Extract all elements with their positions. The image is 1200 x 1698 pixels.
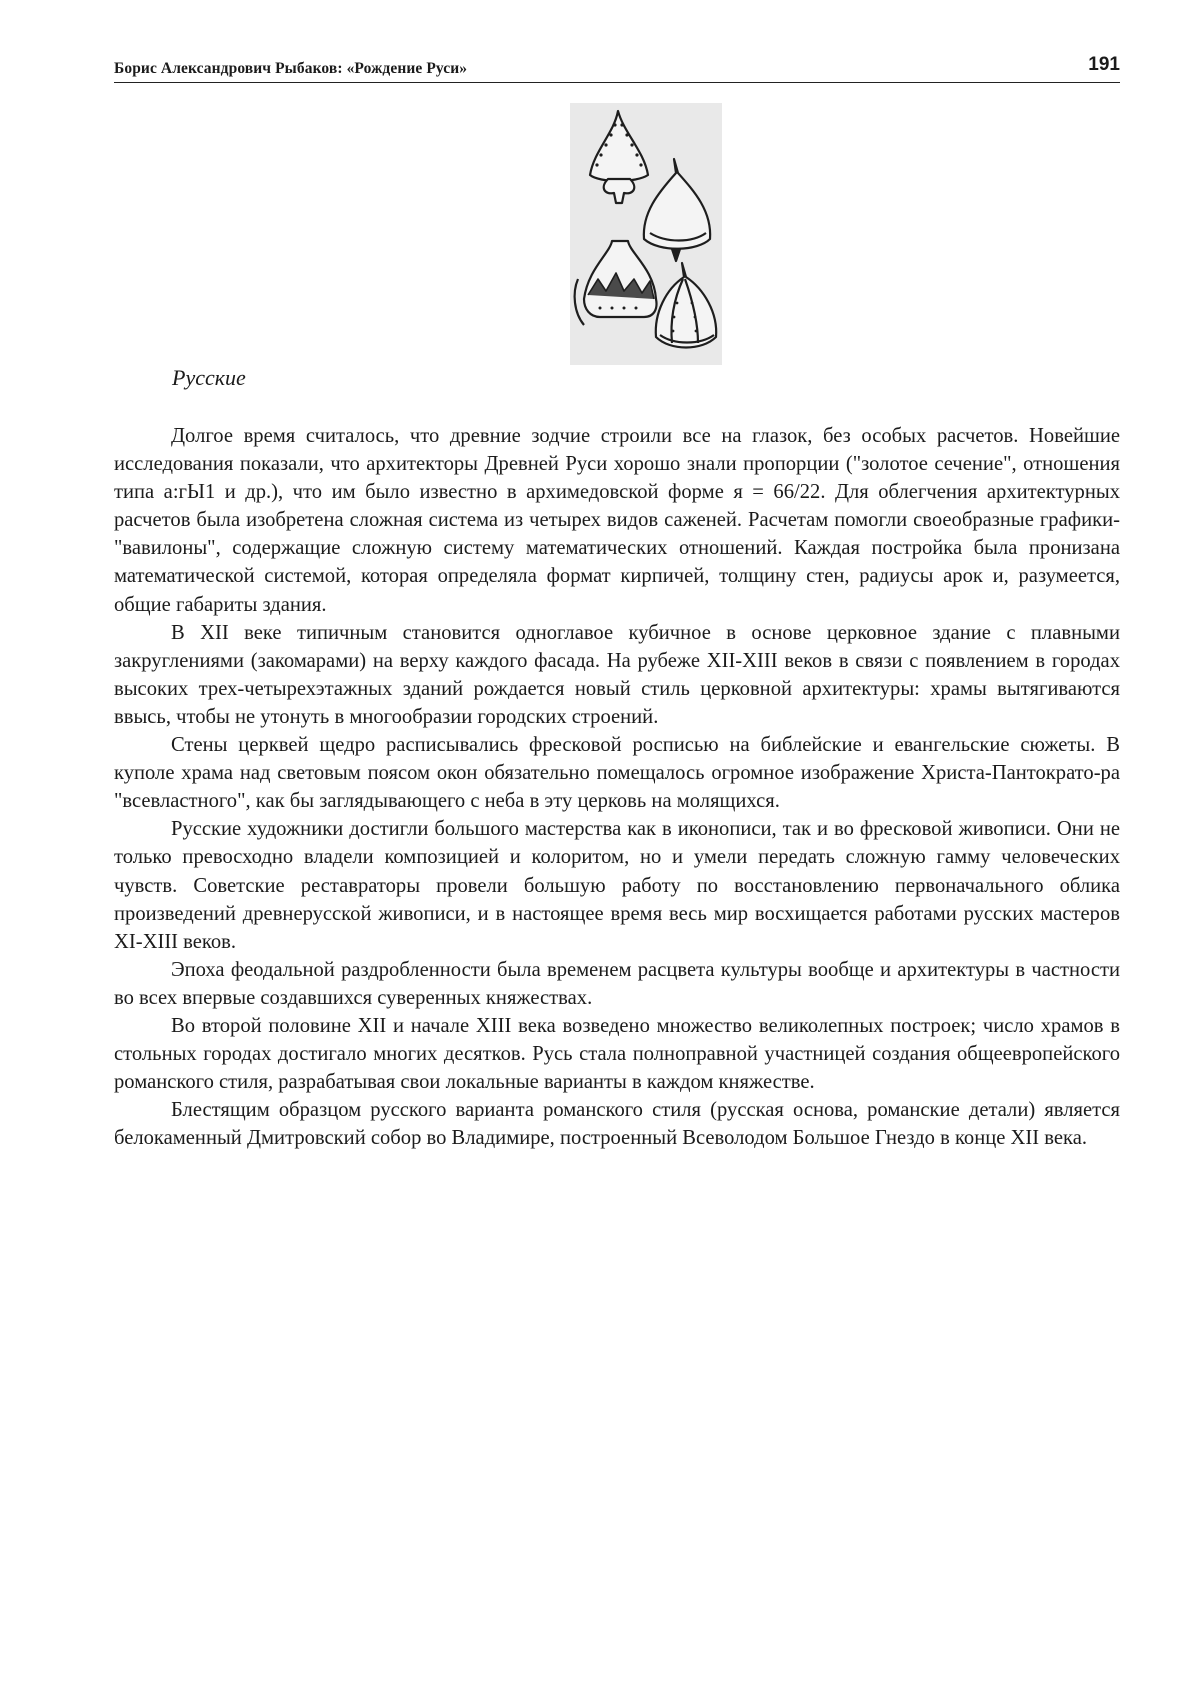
figure-caption: Русские bbox=[172, 365, 246, 390]
paragraph: Эпоха феодальной раздробленности была временем расцвета культуры вообще и архитектуры в частности во всех впервые создавшихся суверенных княжествах. bbox=[114, 958, 1120, 1009]
running-header bbox=[114, 52, 1120, 83]
paragraph: Стены церквей щедро расписывались фресковой росписью на библейские и евангельские сюжеты. В куполе храма над световым поясом окон обязательно помещалось огромное изображение Христа-Пантократо-ра "всевластного", как бы заглядывающего с неба в эту церковь на молящихся. bbox=[114, 734, 1120, 813]
paragraph: Долгое время считалось, что древние зодчие строили все на глазок, без особых расчетов. Новейшие исследования показали, что архитекторы Древней Руси хорошо знали пропорции ("золотое сечение", отношения типа а:гЫ1 и др.), что им было известно в архимедовской форме я = 66/22. Для облегчения архитектурных расчетов была изобретена сложная система из четырех видов саженей. Расчетам помогли своеобразные графики-"вавилоны", содержащие сложную систему математических отношений. Каждая постройка была пронизана математической системой, которая определяла формат кирпичей, толщину стен, радиусы арок и, разумеется, общие габариты здания. bbox=[114, 425, 1120, 616]
paragraph: Блестящим образцом русского варианта романского стиля (русская основа, романские детали) является белокаменный Дмитровский собор во Владимире, построенный Всеволодом Большое Гнездо в конце XII века. bbox=[114, 1099, 1120, 1150]
helmet-4-drawing bbox=[656, 263, 716, 348]
paragraph: В XII веке типичным становится одноглавое кубичное в основе церковное здание с плавными закруглениями (закомарами) на верху каждого фасада. На рубеже XII-XIII веков в связи с появлением в городах высоких трех-четырехэтажных зданий рождается новый стиль церковной архитектуры: храмы вытягиваются ввысь, чтобы не утонуть в многообразии городских строений. bbox=[114, 621, 1120, 728]
helmet-3-drawing bbox=[575, 241, 657, 325]
running-title: Борис Александрович Рыбаков: «Рождение Руси» bbox=[114, 60, 468, 77]
helmets-illustration bbox=[570, 103, 722, 365]
page-number: 191 bbox=[1088, 54, 1120, 75]
helmet-1-drawing bbox=[590, 111, 648, 203]
body-text bbox=[114, 422, 1120, 1152]
paragraph: Во второй половине XII и начале XIII века возведено множество великолепных построек; число храмов в стольных городах достигало многих десятков. Русь стала полноправной участницей создания общеевропейского романского стиля, разрабатывая свои локальные варианты в каждом княжестве. bbox=[114, 1014, 1120, 1094]
helmet-2-drawing bbox=[644, 159, 710, 261]
paragraph: Русские художники достигли большого мастерства как в иконописи, так и во фресковой живописи. Они не только превосходно владели композицией и колоритом, но и умели передать сложную гамму человеческих чувств. Советские реставраторы провели большую работу по восстановлению первоначального облика произведений древнерусской живописи, и в настоящее время весь мир восхищается работами русских мастеров XI-XIII веков. bbox=[114, 818, 1120, 953]
